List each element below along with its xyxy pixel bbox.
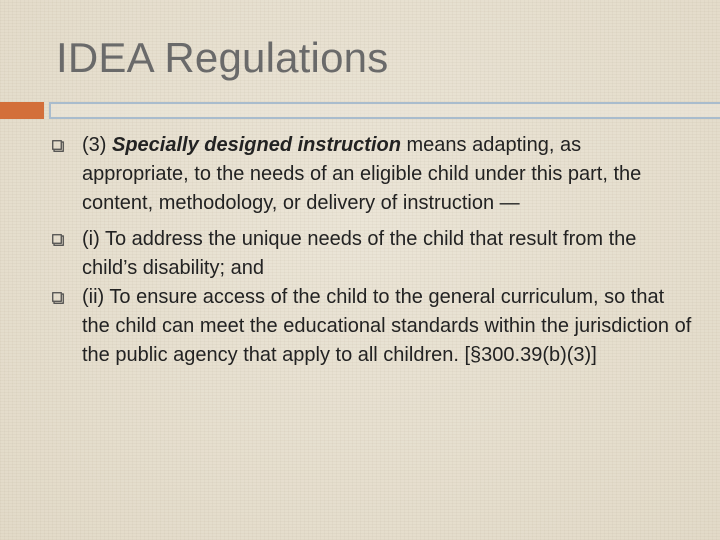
definition-text: means adapting, as appropriate, to the needs of an eligible child under this part, the content, methodology, or delivery of instruction — — [82, 134, 642, 214]
clause-ii-text: (ii) To ensure access of the child to the general curriculum, so that the child can meet the educational standards within the jurisdiction of the public agency that apply to all children. [§300.39(b)(3)] — [82, 286, 692, 366]
title-rule-bar — [49, 102, 720, 119]
hollow-square-bullet-icon — [52, 140, 64, 152]
definition-lead: (3) — [82, 134, 112, 156]
clause-i-text: (i) To address the unique needs of the child that result from the child’s disability; and — [82, 228, 637, 279]
bullet-item-clause-ii — [52, 283, 692, 370]
hollow-square-bullet-icon — [52, 292, 64, 304]
hollow-square-bullet-icon — [52, 234, 64, 246]
title-accent-bar — [0, 102, 44, 119]
definition-term: Specially designed instruction — [112, 134, 401, 156]
bullet-item-definition — [52, 131, 692, 218]
bullet-list — [52, 131, 692, 370]
bullet-item-clause-i — [52, 225, 692, 283]
slide-title: IDEA Regulations — [56, 34, 389, 81]
